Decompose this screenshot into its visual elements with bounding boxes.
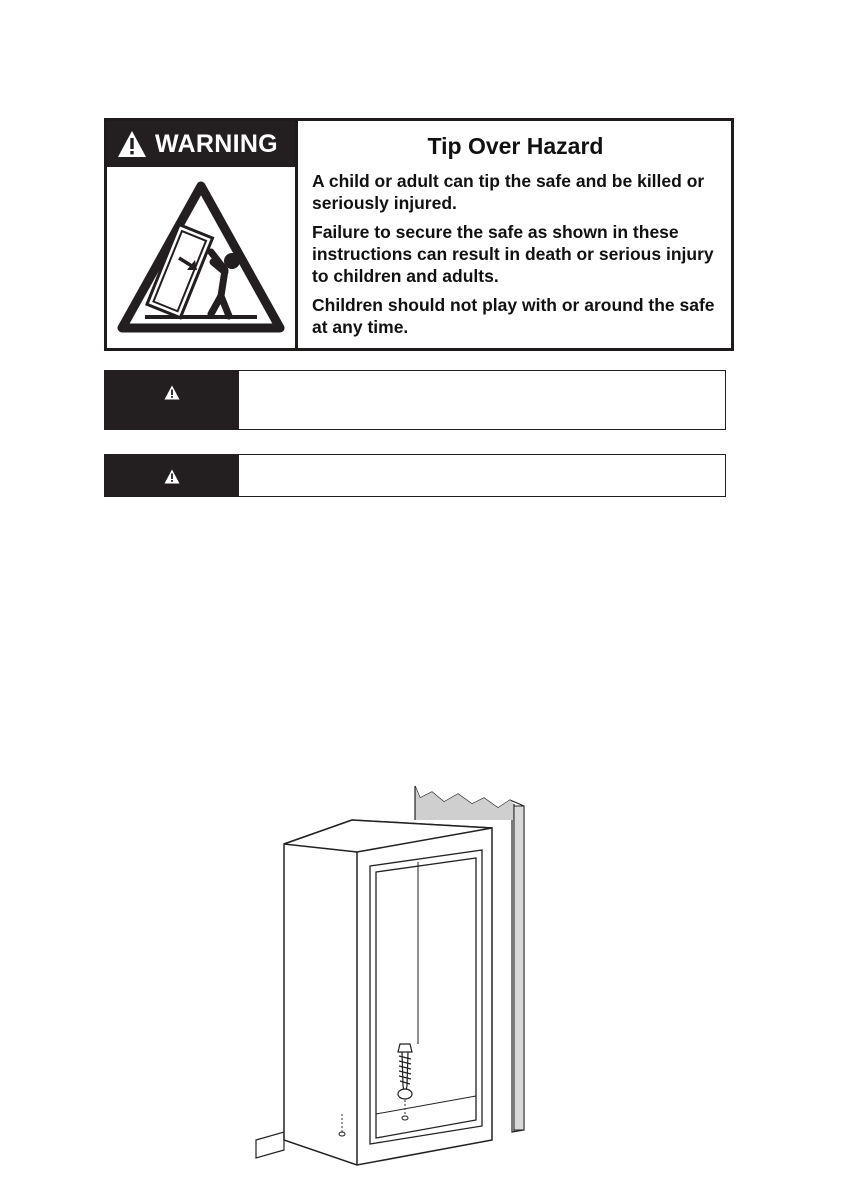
warning-header: [107, 121, 295, 167]
notice-label: [105, 371, 239, 429]
warning-left-panel: [107, 121, 298, 348]
warning-header-text: WARNING: [155, 129, 278, 158]
warning-paragraph: Failure to secure the safe as shown in these instructions can result in death or serious injury to children and adults.: [312, 222, 714, 286]
notice-label: [105, 455, 239, 496]
warning-paragraph: A child or adult can tip the safe and be killed or seriously injured.: [312, 171, 705, 213]
tip-over-hazard-icon: [115, 178, 287, 338]
washer-icon: [398, 1089, 412, 1099]
warning-notice-bar: [104, 370, 726, 430]
warning-notice-bar: [104, 454, 726, 497]
warning-triangle-icon: [164, 385, 180, 400]
tip-over-warning-label: [104, 118, 734, 351]
safe-anchoring-illustration: [252, 780, 532, 1170]
warning-right-panel: [298, 121, 731, 348]
warning-triangle-icon: [164, 469, 180, 484]
tip-over-pictogram: [107, 167, 295, 348]
notice-text: [239, 371, 725, 429]
notice-text: [239, 455, 725, 496]
warning-title: Tip Over Hazard: [427, 133, 604, 159]
warning-triangle-icon: [117, 130, 147, 158]
warning-paragraph: Children should not play with or around the safe at any time.: [312, 295, 715, 337]
